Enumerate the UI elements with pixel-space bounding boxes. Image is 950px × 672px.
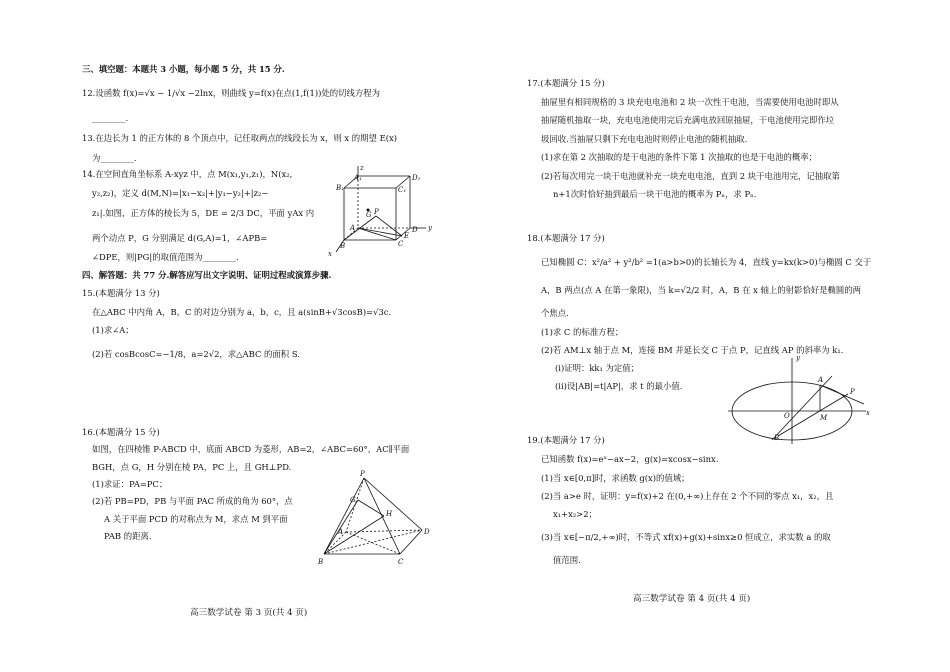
svg-text:B₁: B₁ bbox=[336, 184, 344, 192]
svg-text:C: C bbox=[398, 558, 404, 566]
q17-line-5: (1)求在第 2 次抽取的是干电池的条件下第 1 次抽取的也是干电池的概率； bbox=[541, 152, 818, 162]
svg-text:O: O bbox=[784, 412, 790, 420]
q17-line-4: 圾回收.当抽屉只剩下充电电池时则停止电池的随机抽取. bbox=[541, 134, 748, 144]
svg-text:P: P bbox=[850, 388, 855, 396]
q17-line-7: n+1次时恰好抽到最后一块干电池的概率为 Pₙ，求 Pₙ. bbox=[553, 189, 757, 199]
svg-text:A: A bbox=[350, 224, 356, 232]
svg-text:G: G bbox=[366, 211, 372, 219]
q18-line-4: 个焦点. bbox=[541, 308, 569, 318]
q16-line-1: 16.(本题满分 15 分) bbox=[82, 427, 160, 437]
q17-line-1: 17.(本题满分 15 分) bbox=[527, 78, 605, 88]
q14-line-3: z₁|.如图，正方体的棱长为 5，DE = 2/3 DC，平面 yAx 内 bbox=[92, 208, 315, 218]
q14-line-4: 两个动点 P，G 分别满足 d(G,A)=1，∠APB= bbox=[92, 233, 268, 243]
q19-line-1: 19.(本题满分 17 分) bbox=[527, 435, 605, 445]
q15-line-4: (2)若 cosBcosC=−1/8，a=2√2，求△ABC 的面积 S. bbox=[92, 349, 300, 359]
svg-text:B: B bbox=[318, 558, 324, 566]
svg-text:D: D bbox=[424, 528, 430, 536]
q18-line-8: (ii)设|AB|=t|AP|，求 t 的最小值. bbox=[555, 381, 683, 391]
svg-text:G: G bbox=[350, 496, 356, 504]
svg-text:P: P bbox=[360, 470, 365, 478]
q16-line-4: (1)求证：PA=PC； bbox=[92, 479, 168, 489]
svg-text:D: D bbox=[412, 226, 418, 234]
svg-text:H: H bbox=[386, 510, 393, 518]
q19-line-2: 已知函数 f(x)=eˣ−ax−2，g(x)=xcosx−sinx. bbox=[541, 454, 719, 464]
q18-line-7: (i)证明：kk₁ 为定值； bbox=[555, 363, 640, 373]
q19-line-6: (3)当 x∈[−π/2,+∞)时，不等式 xf(x)+g(x)+sinx≥0 恒成立，求实数 a 的取 bbox=[541, 532, 831, 542]
q14-line-2: y₂,z₂)，定义 d(M,N)=|x₁−x₂|+|y₁−y₂|+|z₂− bbox=[92, 188, 269, 198]
q17-line-3: 抽屉随机抽取一块，充电电池使用完后充满电放回原抽屉，干电池使用完即作垃 bbox=[541, 115, 835, 125]
svg-text:C: C bbox=[398, 240, 404, 248]
right-page bbox=[475, 0, 950, 672]
q17-line-2: 抽屉里有相同规格的 3 块充电电池和 2 块一次性干电池，当需要使用电池时即从 bbox=[541, 97, 839, 107]
q19-line-7: 值范围. bbox=[553, 555, 581, 565]
svg-text:y: y bbox=[428, 224, 432, 232]
q15-line-2: 在△ABC 中内角 A，B，C 的对边分别为 a，b，c，且 a(sinB+√3cosB)=√3c. bbox=[92, 307, 392, 317]
svg-text:C₁: C₁ bbox=[398, 186, 407, 194]
cube-figure bbox=[324, 166, 434, 262]
q17-line-6: (2)若每次用完一块干电池就补充一块充电电池，直到 2 块干电池用完，记抽取第 bbox=[541, 171, 840, 181]
svg-text:z: z bbox=[360, 164, 364, 172]
q13-line-1: 13.在边长为 1 的正方体的 8 个顶点中，记任取两点的线段长为 x，则 x 的期望 E(x) bbox=[82, 133, 397, 143]
q18-line-6: (2)若 AM⊥x 轴于点 M，连接 BM 并延长交 C 于点 P，记直线 AP 的斜率为 k₁. bbox=[541, 345, 844, 355]
q18-line-1: 18.(本题满分 17 分) bbox=[527, 233, 605, 243]
svg-text:B: B bbox=[340, 242, 346, 250]
q19-line-4: (2)当 a>e 时，证明：y=f(x)+2 在(0,+∞)上存在 2 个不同的零点 x₁，x₂，且 bbox=[541, 491, 834, 501]
q14-line-1: 14.在空间直角坐标系 A-xyz 中，点 M(x₁,y₁,z₁)，N(x₂, bbox=[82, 169, 293, 179]
svg-text:E: E bbox=[404, 232, 410, 240]
svg-text:x: x bbox=[328, 250, 332, 258]
svg-text:P: P bbox=[374, 208, 379, 216]
pyramid-figure bbox=[314, 472, 434, 568]
q16-line-3: BGH，点 G，H 分别在棱 PA，PC 上，且 GH⊥PD. bbox=[92, 462, 292, 472]
q15-line-1: 15.(本题满分 13 分) bbox=[82, 288, 160, 298]
q18-line-2: 已知椭圆 C：x²/a² + y²/b² =1(a>b>0)的长轴长为 4，直线 y=kx(k>0)与椭圆 C 交于 bbox=[541, 257, 872, 267]
q18-line-5: (1)求 C 的标准方程； bbox=[541, 327, 624, 337]
svg-text:x: x bbox=[866, 409, 870, 417]
left-footer: 高三数学试卷 第 3 页(共 4 页) bbox=[190, 608, 308, 618]
q16-line-6: A 关于平面 PCD 的对称点为 M，求点 M 到平面 bbox=[104, 514, 288, 524]
q16-line-5: (2)若 PB=PD，PB 与平面 PAC 所成的角为 60°，点 bbox=[92, 496, 293, 506]
q12-line-2: ________. bbox=[92, 113, 129, 123]
svg-text:y: y bbox=[796, 354, 800, 362]
q19-line-3: (1)当 x∈[0,π]时，求函数 g(x)的值域； bbox=[541, 473, 690, 483]
q15-line-3: (1)求∠A； bbox=[92, 325, 134, 335]
svg-text:M: M bbox=[820, 414, 828, 422]
ellipse-figure bbox=[724, 352, 874, 447]
svg-text:D₁: D₁ bbox=[412, 174, 421, 182]
section4-header: 四、解答题：共 77 分.解答应写出文字说明、证明过程或演算步骤. bbox=[82, 270, 332, 280]
q19-line-5: x₁+x₂>2； bbox=[553, 509, 597, 519]
q13-line-2: 为________. bbox=[92, 153, 137, 163]
section3-header: 三、填空题：本题共 3 小题，每小题 5 分，共 15 分. bbox=[82, 64, 285, 74]
svg-text:A₁: A₁ bbox=[354, 174, 362, 182]
svg-text:B: B bbox=[774, 434, 780, 442]
q16-line-7: PAB 的距离. bbox=[104, 531, 152, 541]
q18-line-3: A，B 两点(点 A 在第一象限)，当 k=√2/2 时，A，B 在 x 轴上的射影恰好是椭圆的两 bbox=[541, 285, 862, 295]
right-footer: 高三数学试卷 第 4 页(共 4 页) bbox=[633, 594, 751, 604]
svg-text:A: A bbox=[338, 528, 344, 536]
q12-line-1: 12.设函数 f(x)=√x − 1/√x −2lnx，则曲线 y=f(x)在点(1,f(1))处的切线方程为 bbox=[82, 88, 381, 98]
svg-text:A: A bbox=[818, 376, 824, 384]
q14-line-5: ∠DPE，则|PG|的取值范围为________. bbox=[92, 252, 239, 262]
q16-line-2: 如图，在四棱锥 P-ABCD 中，底面 ABCD 为菱形，AB=2，∠ABC=60°，AC∥平面 bbox=[92, 444, 410, 454]
